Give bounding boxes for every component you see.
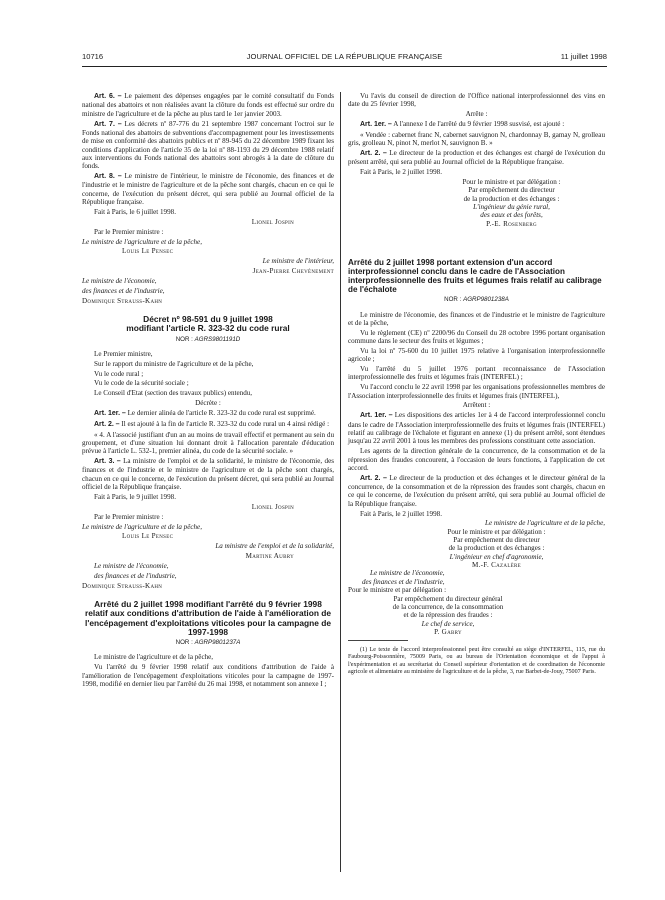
journal-title: JOURNAL OFFICIEL DE LA RÉPUBLIQUE FRANÇAISE: [246, 52, 443, 61]
article-8: Art. 8. – Le ministre de l'intérieur, le ministre de l'économie, des finances et de l'industrie et le ministre de l'agriculture et de la pêche sont chargés, chacun en ce qui le concerne, de l'exécution du présent décret, qui sera publié au Journal officiel de la République française.: [82, 172, 335, 207]
decree-nor: NOR : AGRS9801191D: [175, 335, 241, 343]
arrete-word: Arrête :: [465, 110, 488, 119]
arrete-nor: NOR : AGRP9801237A: [175, 639, 241, 647]
decree-min-agri: Le ministre de l'agriculture et de la pêche,: [82, 522, 202, 531]
avis-office: Vu l'avis du conseil de direction de l'Office national interprofessionnel des vins en date du 25 février 1998,: [348, 92, 605, 109]
article-7: Art. 7. – Les décrets nº 87-776 du 21 septembre 1987 concernant l'octroi sur le Fonds national des abattoirs de subventions d'accompagnement pour les investissements de mise en conformité des abattoirs publics et nº 89-945 du 22 décembre 1989 fixant les conditions d'application de l'article 35 de la loi nº 88-1193 du 29 décembre 1988 relatif aux interventions du Fonds national des abattoirs sont abrogés à la date de clôture du fonds.: [82, 119, 334, 171]
decree-sig-pm: Lionel Jospin: [251, 502, 294, 511]
decree-done: Fait à Paris, le 9 juillet 1998.: [94, 493, 176, 501]
signature-pm: Lionel Jospin: [251, 217, 294, 226]
decree-art-2: Art. 2. – Il est ajouté à la fin de l'article R. 323-32 du code rural un 4 ainsi rédigé :: [94, 419, 330, 428]
visa-2: Sur le rapport du ministre de l'agriculture et de la pêche,: [94, 359, 254, 368]
minister-agri-title: Le ministre de l'agriculture et de la pêche,: [82, 237, 202, 246]
right-art-1: Art. 1er. – A l'annexe I de l'arrêté du 9 février 1998 susvisé, est ajouté :: [360, 120, 565, 129]
visa-1: Le Premier ministre,: [94, 349, 153, 358]
decree-min-emp: La ministre de l'emploi et de la solidarité,: [215, 542, 334, 551]
header-rule: [82, 66, 607, 67]
decrete: Décrète :: [195, 399, 221, 408]
arretent: Arrêtent :: [462, 401, 491, 410]
arrete4-art-1: Art. 1er. – Les dispositions des articles 1er à 4 de l'accord interprofessionnel conclu dans le cadre de l'Association interprofessionnelle des fruits et légumes frais (INTERFEL) relatif au calibrage de l'échalote et figurant en annexe (1) du présent arrêté, sont étendues jusqu'au 22 avril 2001 à tous les membres des professions constituant cette association.: [348, 411, 605, 446]
minister-int-name: Jean-Pierre Chevènement: [252, 267, 334, 276]
decree-title: Décret nº 98-591 du 9 juillet 1998 modifiant l'article R. 323-32 du code rural: [126, 313, 290, 334]
arrete4-p5: Vu l'accord conclu le 22 avril 1998 par les organisations professionnelles membres de l'Association interprofessionnelle des fruits et légumes frais (INTERFEL),: [348, 383, 605, 400]
minister-eco-name: Dominique Strauss-Kahn: [82, 296, 163, 305]
right-done: Fait à Paris, le 2 juillet 1998.: [360, 168, 442, 177]
arrete4-done: Fait à Paris, le 2 juillet 1998.: [360, 509, 442, 518]
decree-min-agri-name: Louis Le Pensec: [122, 532, 174, 541]
visa-4: Vu le code de la sécurité sociale ;: [94, 379, 189, 388]
arrete4-p2: Vu le règlement (CE) nº 2200/96 du Conseil du 28 octobre 1996 portant organisation commune dans le secteur des fruits et légumes ;: [348, 328, 605, 346]
arrete4-nor: NOR : AGRP9801238A: [444, 296, 509, 304]
issue-date: 11 juillet 1998: [560, 52, 607, 61]
decree-min-eco-name: Dominique Strauss-Kahn: [82, 581, 163, 590]
minister-eco-title-1: Le ministre de l'économie,: [82, 276, 157, 285]
arrete4-p1: Le ministre de l'économie, des finances et de l'industrie et le ministre de l'agriculture et de la pêche,: [348, 310, 605, 327]
right-column: [348, 92, 605, 678]
arrete-title: Arrêté du 2 juillet 1998 modifiant l'arrêté du 9 février 1998 relatif aux conditions d'attribution de l'aide à l'amélioration de l'encépagement d'exploitations viticoles pour la campagne de 1997-1998: [84, 598, 332, 637]
article-6: Art. 6. – Le paiement des dépenses engagées par le comité consultatif du Fonds national des abattoirs et non réalisées avant la clôture du fonds est effectué sur ordre du ministre de l'agriculture et de la pêche au plus tard le 1er janvier 2003.: [82, 92, 335, 118]
page-number: 10716: [82, 52, 104, 61]
footnote-rule: [348, 640, 408, 641]
decree-art-3: Art. 3. – La ministre de l'emploi et de la solidarité, le ministre de l'économie, des finances et de l'industrie et le ministre de l'agriculture et de la pêche sont chargés, chacun en ce qui le concerne, de l'exécution du présent décret, qui sera publié au Journal officiel de la République française.: [82, 457, 334, 492]
decree-art-1: Art. 1er. – Le dernier alinéa de l'article R. 323-32 du code rural est supprimé.: [94, 408, 316, 417]
arrete-p1: Le ministre de l'agriculture et de la pêche,: [94, 653, 214, 662]
decree-min-eco-2: des finances et de l'industrie,: [94, 571, 177, 580]
arrete4-p3: Vu la loi nº 75-600 du 10 juillet 1975 relative à l'organisation interprofessionnelle agricole ;: [348, 346, 605, 364]
arrete-p2: Vu l'arrêté du 9 février 1998 relatif aux conditions d'attribution de l'aide à l'amélioration de l'encépagement d'exploitations viticoles pour la campagne de 1997-1998, modifié en dernier lieu par l'arrêté du 26 mai 1998, et notamment son annexe I ;: [82, 663, 334, 688]
minister-eco-title-2: des finances et de l'industrie,: [82, 286, 165, 295]
decree-min-emp-name: Martine Aubry: [245, 552, 294, 561]
arrete4-art-2: Art. 2. – Le directeur de la production et des échanges et le directeur général de la concurrence, de la consommation et de la répression des fraudes sont chargés, chacun en ce qui le concerne, de l'exécution du présent arrêté, qui sera publié au Journal officiel de la République française.: [348, 473, 606, 508]
decree-min-eco-1: Le ministre de l'économie,: [94, 561, 169, 570]
minister-agri-name: Louis Le Pensec: [122, 247, 174, 256]
footnote: (1) Le texte de l'accord interprofessionnel peut être consulté au siège d'INTERFEL, 115, rue du Faubourg-Poissonnière, 75009 Paris, ou au bureau de l'Orientation économique et de l'appui à l'expérimentation et au secrétariat du Conseil supérieur d'orientation et de coordination de l'économie agricole et alimentaire au ministère de l'agriculture et de la pêche, 3, rue Barbet-de-Jouy, 75007 Paris.: [348, 647, 605, 675]
arrete4-p4: Vu l'arrêté du 5 juillet 1976 portant reconnaissance de l'Association interprofessionnelle des fruits et légumes frais (INTERFEL) ;: [348, 365, 605, 382]
page-header: [82, 52, 607, 64]
arrete4-p6: Les agents de la direction générale de la concurrence, de la consommation et de la répression des fraudes concourent, à l'occasion de leurs fonctions, à l'application de cet accord.: [348, 447, 605, 472]
right-art-2: Art. 2. – Le directeur de la production et des échanges est chargé de l'exécution du présent arrêté, qui sera publié au Journal officiel de la République française.: [348, 149, 606, 167]
vendee-quote: « Vendée : cabernet franc N, cabernet sauvignon N, chardonnay B, gamay N, grolleau gris, grolleau N, pinot N, merlot N, sauvignon B. »: [348, 130, 605, 148]
column-divider: [340, 92, 341, 872]
left-column: [82, 92, 334, 690]
decree-par-pm: Par le Premier ministre :: [94, 512, 164, 521]
done-date: Fait à Paris, le 6 juillet 1998.: [94, 207, 176, 216]
arrete4-sig-agri: Le ministre de l'agriculture et de la pêche, Pour le ministre et par délégation : Par empêchement du directeur de la production et des échanges : L'ingénieur en chef d'agronomie, M.-F. Cazalère: [447, 519, 605, 570]
arrete4-sig-eco: Le ministre de l'économie, des finances et de l'industrie, Pour le ministre et par délégation : Par empêchement du directeur général de la concurrence, de la consommation et de la répression des fraudes : Le chef de service, P. Gabry: [348, 569, 504, 636]
right-signature-block: Pour le ministre et par délégation : Par empêchement du directeur de la production et des échanges : L'ingénieur du génie rural, des eaux et des forêts, P.-E. Rosenberg: [462, 178, 561, 228]
visa-5: Le Conseil d'Etat (section des travaux publics) entendu,: [94, 389, 253, 398]
minister-int-title: Le ministre de l'intérieur,: [262, 257, 334, 266]
arrete4-title: Arrêté du 2 juillet 1998 portant extension d'un accord interprofessionnel conclu dans le cadre de l'Association interprofessionnelle des fruits et légumes frais relatif au calibrage de l'échalote: [348, 258, 602, 295]
decree-quote: « 4. A l'associé justifiant d'un an au moins de travail effectif et permanent au sein du groupement, et d'une situation lui donnant droit à l'allocation parentale d'éducation prévue à l'article L. 532-1, premier alinéa, du code de la sécurité sociale. »: [82, 430, 334, 456]
visa-3: Vu le code rural ;: [94, 369, 144, 378]
par-pm: Par le Premier ministre :: [94, 227, 164, 236]
